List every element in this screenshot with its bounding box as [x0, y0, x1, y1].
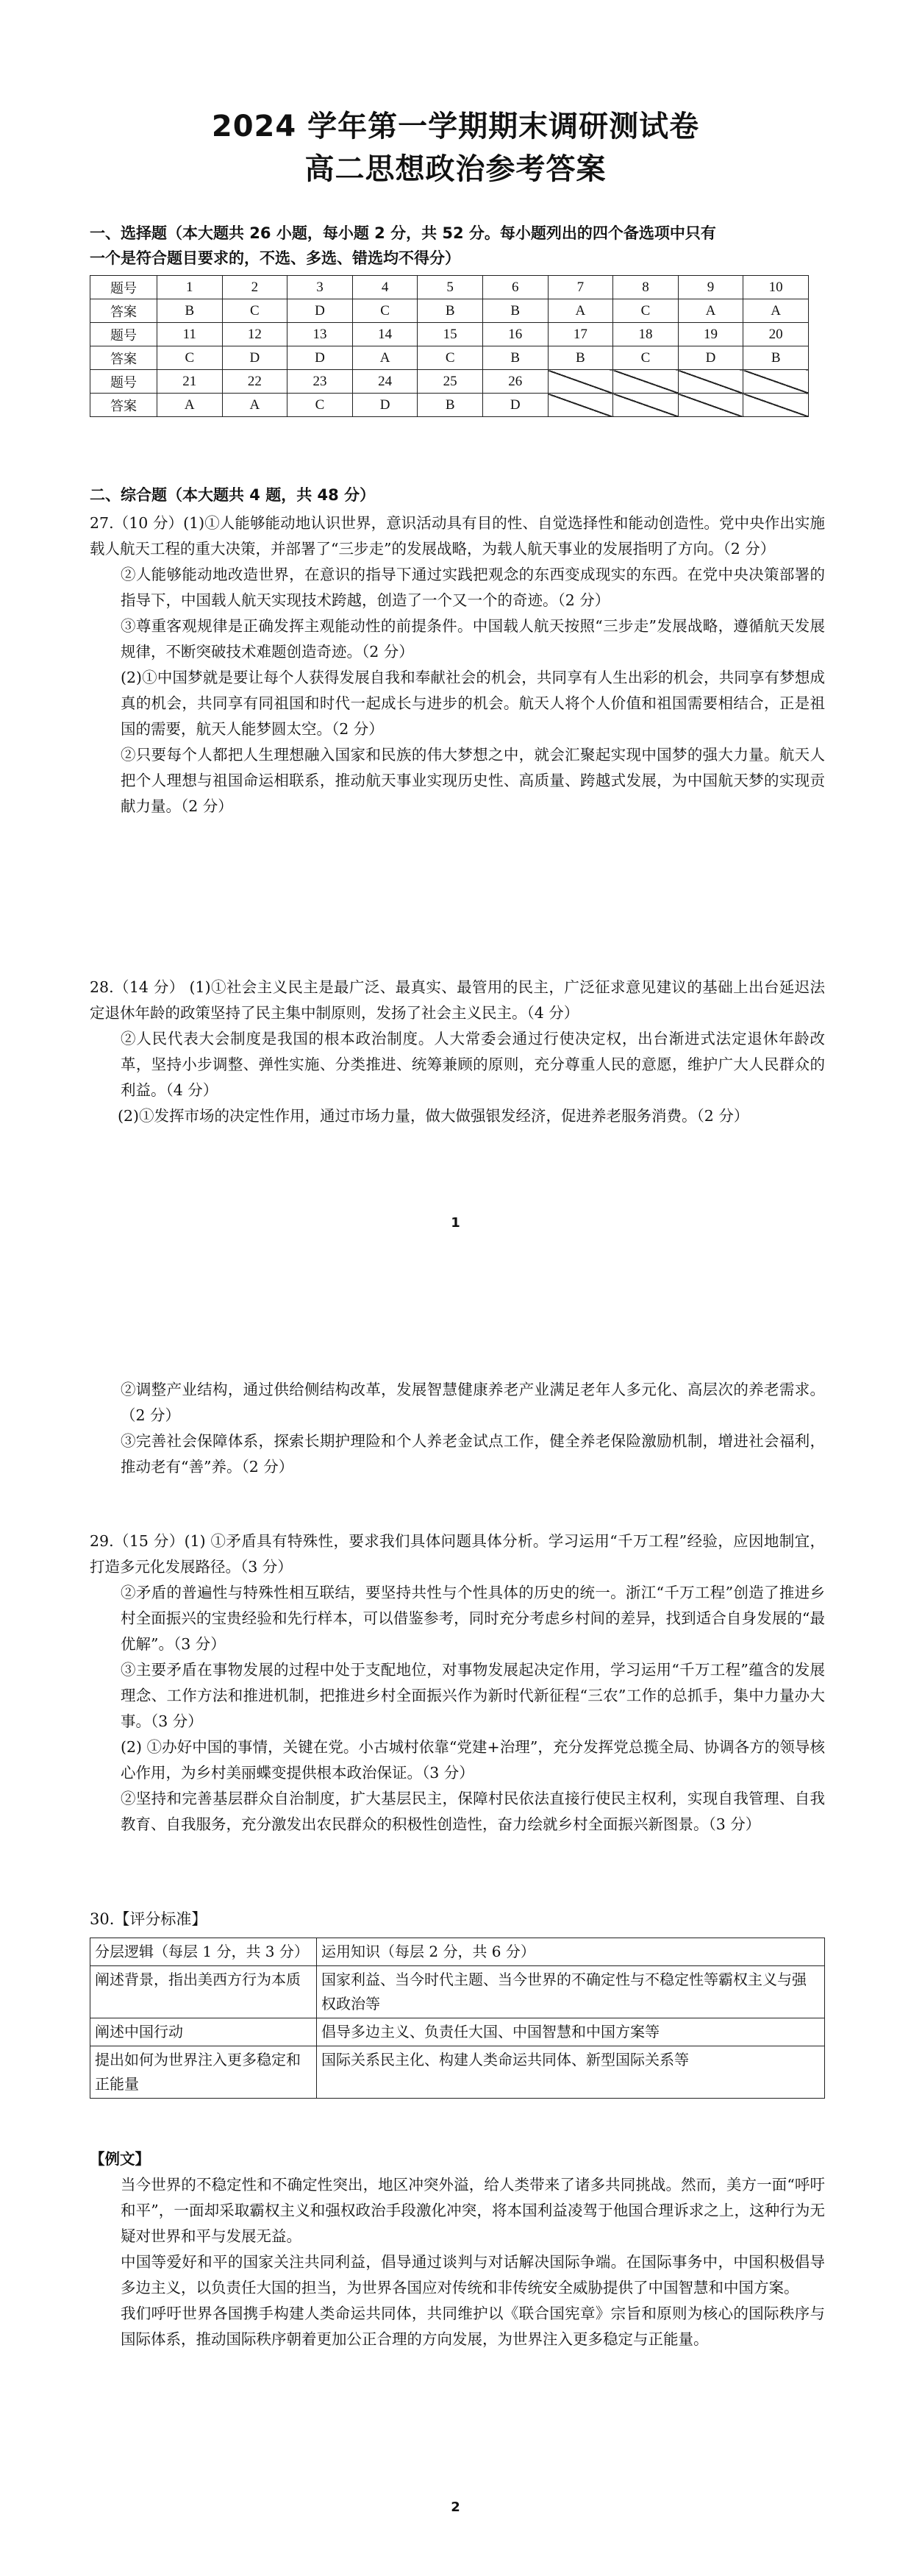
q28-para-5: ③完善社会保障体系，探索长期护理险和个人养老金试点工作，健全养老保险激励机制，增进社会福利，推动老有“善”养。（2 分）	[121, 1432, 825, 1476]
question-number-row	[90, 276, 809, 299]
q27-para-1: 27.（10 分）(1)①人能够能动地认识世界，意识活动具有目的性、自觉选择性和能动创造性。党中央作出实施载人航天工程的重大决策，并部署了“三步走”的发展战略，为载人航天事业的发展指明了方向。（2 分）	[90, 514, 825, 558]
question-28-part2	[90, 1377, 825, 1480]
rubric-cell: 阐述背景，指出美西方行为本质	[90, 1966, 317, 2018]
answer-cell: B	[743, 346, 809, 370]
question-number-cell: 17	[548, 323, 613, 346]
empty-cell	[613, 370, 679, 394]
answer-cell: C	[222, 299, 287, 323]
page-number-2: 2	[451, 2499, 460, 2515]
answer-row	[90, 299, 809, 323]
section1-heading-line2: 一个是符合题目要求的，不选、多选、错选均不得分）	[90, 249, 460, 267]
answer-cell: C	[613, 299, 679, 323]
q29-para-2: ②矛盾的普遍性与特殊性相互联结，要坚持共性与个性具体的历史的统一。浙江“千万工程”创造了推进乡村全面振兴的宝贵经验和先行样本，可以借鉴参考，同时充分考虑乡村间的差异，找到适合自身发展的“最优解”。（3 分）	[121, 1584, 825, 1653]
rubric-row	[90, 1938, 825, 1966]
question-number-row	[90, 370, 809, 394]
rubric-table	[90, 1938, 825, 2099]
rubric-cell: 提出如何为世界注入更多稳定和正能量	[90, 2046, 317, 2099]
answer-cell: D	[287, 299, 353, 323]
question-29	[90, 1529, 825, 1837]
question-number-cell: 22	[222, 370, 287, 394]
q28-para-3: (2)①发挥市场的决定性作用，通过市场力量，做大做强银发经济，促进养老服务消费。（2 分）	[118, 1107, 749, 1125]
empty-cell	[743, 370, 809, 394]
answer-cell: C	[613, 346, 679, 370]
answer-cell: D	[678, 346, 743, 370]
q27-para-3: ③尊重客观规律是正确发挥主观能动性的前提条件。中国载人航天按照“三步走”发展战略，遵循航天发展规律，不断突破技术难题创造奇迹。（2 分）	[121, 617, 825, 661]
answer-cell: C	[352, 299, 418, 323]
page-2	[0, 1287, 911, 2576]
rubric-cell: 国际关系民主化、构建人类命运共同体、新型国际关系等	[317, 2046, 825, 2099]
answer-cell: D	[482, 394, 548, 417]
row-label-question: 题号	[90, 276, 157, 299]
section1-heading-line1: 一、选择题（本大题共 26 小题，每小题 2 分，共 52 分。每小题列出的四个备选项中只有	[90, 224, 716, 242]
question-number-cell: 8	[613, 276, 679, 299]
question-number-cell: 18	[613, 323, 679, 346]
row-label-answer: 答案	[90, 346, 157, 370]
answer-table	[90, 275, 809, 417]
q29-para-3: ③主要矛盾在事物发展的过程中处于支配地位，对事物发展起决定作用，学习运用“千万工程”蕴含的发展理念、工作方法和推进机制，把推进乡村全面振兴作为新时代新征程“三农”工作的总抓手，集中力量办大事。（3 分）	[121, 1661, 825, 1730]
rubric-cell: 阐述中国行动	[90, 2018, 317, 2046]
example-heading: 【例文】	[90, 2150, 150, 2168]
document-title: 2024 学年第一学期期末调研测试卷	[211, 110, 700, 143]
rubric-cell: 倡导多边主义、负责任大国、中国智慧和中国方案等	[317, 2018, 825, 2046]
q27-para-2: ②人能够能动地改造世界，在意识的指导下通过实践把观念的东西变成现实的东西。在党中央决策部署的指导下，中国载人航天实现技术跨越，创造了一个又一个的奇迹。（2 分）	[121, 566, 825, 609]
rubric-cell: 运用知识（每层 2 分，共 6 分）	[317, 1938, 825, 1966]
question-number-cell: 26	[482, 370, 548, 394]
answer-cell: D	[352, 394, 418, 417]
q28-para-2: ②人民代表大会制度是我国的根本政治制度。人大常委会通过行使决定权，出台渐进式法定退休年龄改革，坚持小步调整、弹性实施、分类推进、统筹兼顾的原则，充分尊重人民的意愿，维护广大人民群众的利益。（4 分）	[121, 1030, 825, 1099]
rubric-cell: 国家利益、当今时代主题、当今世界的不确定性与不稳定性等霸权主义与强权政治等	[317, 1966, 825, 2018]
question-number-cell: 20	[743, 323, 809, 346]
rubric-cell: 分层逻辑（每层 1 分，共 3 分）	[90, 1938, 317, 1966]
question-number-cell: 24	[352, 370, 418, 394]
q30-example	[90, 2146, 825, 2352]
question-28-part1	[90, 975, 825, 1129]
empty-cell	[548, 370, 613, 394]
q27-para-4: (2)①中国梦就是要让每个人获得发展自我和奉献社会的机会，共同享有人生出彩的机会，共同享有梦想成真的机会，共同享有同祖国和时代一起成长与进步的机会。航天人将个人价值和祖国需要相结合，正是祖国的需要，航天人能梦圆太空。（2 分）	[121, 669, 825, 738]
question-number-cell: 7	[548, 276, 613, 299]
rubric-row	[90, 2018, 825, 2046]
question-number-cell: 14	[352, 323, 418, 346]
question-number-row	[90, 323, 809, 346]
q29-para-1: 29.（15 分）(1) ①矛盾具有特殊性，要求我们具体问题具体分析。学习运用“千万工程”经验，应因地制宜，打造多元化发展路径。（3 分）	[90, 1532, 825, 1576]
answer-cell: B	[482, 346, 548, 370]
question-number-cell: 6	[482, 276, 548, 299]
answer-cell: D	[222, 346, 287, 370]
answer-cell: A	[222, 394, 287, 417]
question-number-cell: 11	[157, 323, 223, 346]
question-number-cell: 21	[157, 370, 223, 394]
row-label-question: 题号	[90, 323, 157, 346]
question-number-cell: 9	[678, 276, 743, 299]
q29-para-5: ②坚持和完善基层群众自治制度，扩大基层民主，保障村民依法直接行使民主权利，实现自我管理、自我教育、自我服务，充分激发出农民群众的积极性创造性，奋力绘就乡村全面振兴新图景。（3 分）	[121, 1790, 825, 1833]
page-number-1: 1	[451, 1215, 460, 1231]
q27-para-5: ②只要每个人都把人生理想融入国家和民族的伟大梦想之中，就会汇聚起实现中国梦的强大力量。航天人把个人理想与祖国命运相联系，推动航天事业实现历史性、高质量、跨越式发展，为中国航天梦的实现贡献力量。（2 分）	[121, 746, 825, 815]
empty-cell	[678, 370, 743, 394]
question-number-cell: 3	[287, 276, 353, 299]
section1-heading	[90, 221, 825, 271]
rubric-row	[90, 1966, 825, 2018]
row-label-question: 题号	[90, 370, 157, 394]
question-number-cell: 10	[743, 276, 809, 299]
rubric-row	[90, 2046, 825, 2099]
question-number-cell: 15	[418, 323, 483, 346]
question-number-cell: 23	[287, 370, 353, 394]
question-number-cell: 13	[287, 323, 353, 346]
question-number-cell: 5	[418, 276, 483, 299]
empty-cell	[613, 394, 679, 417]
question-number-cell: 2	[222, 276, 287, 299]
answer-cell: A	[743, 299, 809, 323]
answer-cell: A	[678, 299, 743, 323]
answer-cell: C	[418, 346, 483, 370]
empty-cell	[678, 394, 743, 417]
answer-cell: D	[287, 346, 353, 370]
example-para-2: 中国等爱好和平的国家关注共同利益，倡导通过谈判与对话解决国际争端。在国际事务中，中国积极倡导多边主义，以负责任大国的担当，为世界各国应对传统和非传统安全威胁提供了中国智慧和中国方案。	[121, 2253, 825, 2296]
example-para-1: 当今世界的不稳定性和不确定性突出，地区冲突外溢，给人类带来了诸多共同挑战。然而，美方一面“呼吁和平”，一面却采取霸权主义和强权政治手段激化冲突，将本国利益凌驾于他国合理诉求之上，这种行为无疑对世界和平与发展无益。	[121, 2176, 825, 2245]
answer-row	[90, 394, 809, 417]
answer-cell: A	[352, 346, 418, 370]
question-number-cell: 4	[352, 276, 418, 299]
answer-cell: B	[418, 299, 483, 323]
answer-cell: B	[157, 299, 223, 323]
answer-cell: B	[418, 394, 483, 417]
answer-cell: B	[482, 299, 548, 323]
document-subtitle: 高二思想政治参考答案	[304, 152, 607, 186]
row-label-answer: 答案	[90, 394, 157, 417]
answer-cell: C	[157, 346, 223, 370]
q30-heading: 30.【评分标准】	[90, 1910, 207, 1928]
q29-para-4: (2) ①办好中国的事情，关键在党。小古城村依靠“党建+治理”，充分发挥党总揽全局、协调各方的领导核心作用，为乡村美丽蝶变提供根本政治保证。（3 分）	[121, 1738, 825, 1782]
question-number-cell: 25	[418, 370, 483, 394]
q28-para-4: ②调整产业结构，通过供给侧结构改革，发展智慧健康养老产业满足老年人多元化、高层次的养老需求。（2 分）	[121, 1381, 825, 1424]
answer-cell: A	[157, 394, 223, 417]
question-number-cell: 19	[678, 323, 743, 346]
answer-cell: B	[548, 346, 613, 370]
row-label-answer: 答案	[90, 299, 157, 323]
question-27	[90, 510, 825, 819]
q28-para-1: 28.（14 分） (1)①社会主义民主是最广泛、最真实、最管用的民主，广泛征求意见建议的基础上出台延迟法定退休年龄的政策坚持了民主集中制原则，发扬了社会主义民主。（4 分）	[90, 978, 825, 1022]
answer-cell: A	[548, 299, 613, 323]
answer-row	[90, 346, 809, 370]
page-1	[0, 0, 911, 1287]
answer-cell: C	[287, 394, 353, 417]
question-number-cell: 16	[482, 323, 548, 346]
question-number-cell: 12	[222, 323, 287, 346]
empty-cell	[743, 394, 809, 417]
section2-heading: 二、综合题（本大题共 4 题，共 48 分）	[90, 486, 376, 504]
example-para-3: 我们呼吁世界各国携手构建人类命运共同体，共同维护以《联合国宪章》宗旨和原则为核心的国际秩序与国际体系，推动国际秩序朝着更加公正合理的方向发展，为世界注入更多稳定与正能量。	[121, 2305, 825, 2348]
question-number-cell: 1	[157, 276, 223, 299]
empty-cell	[548, 394, 613, 417]
